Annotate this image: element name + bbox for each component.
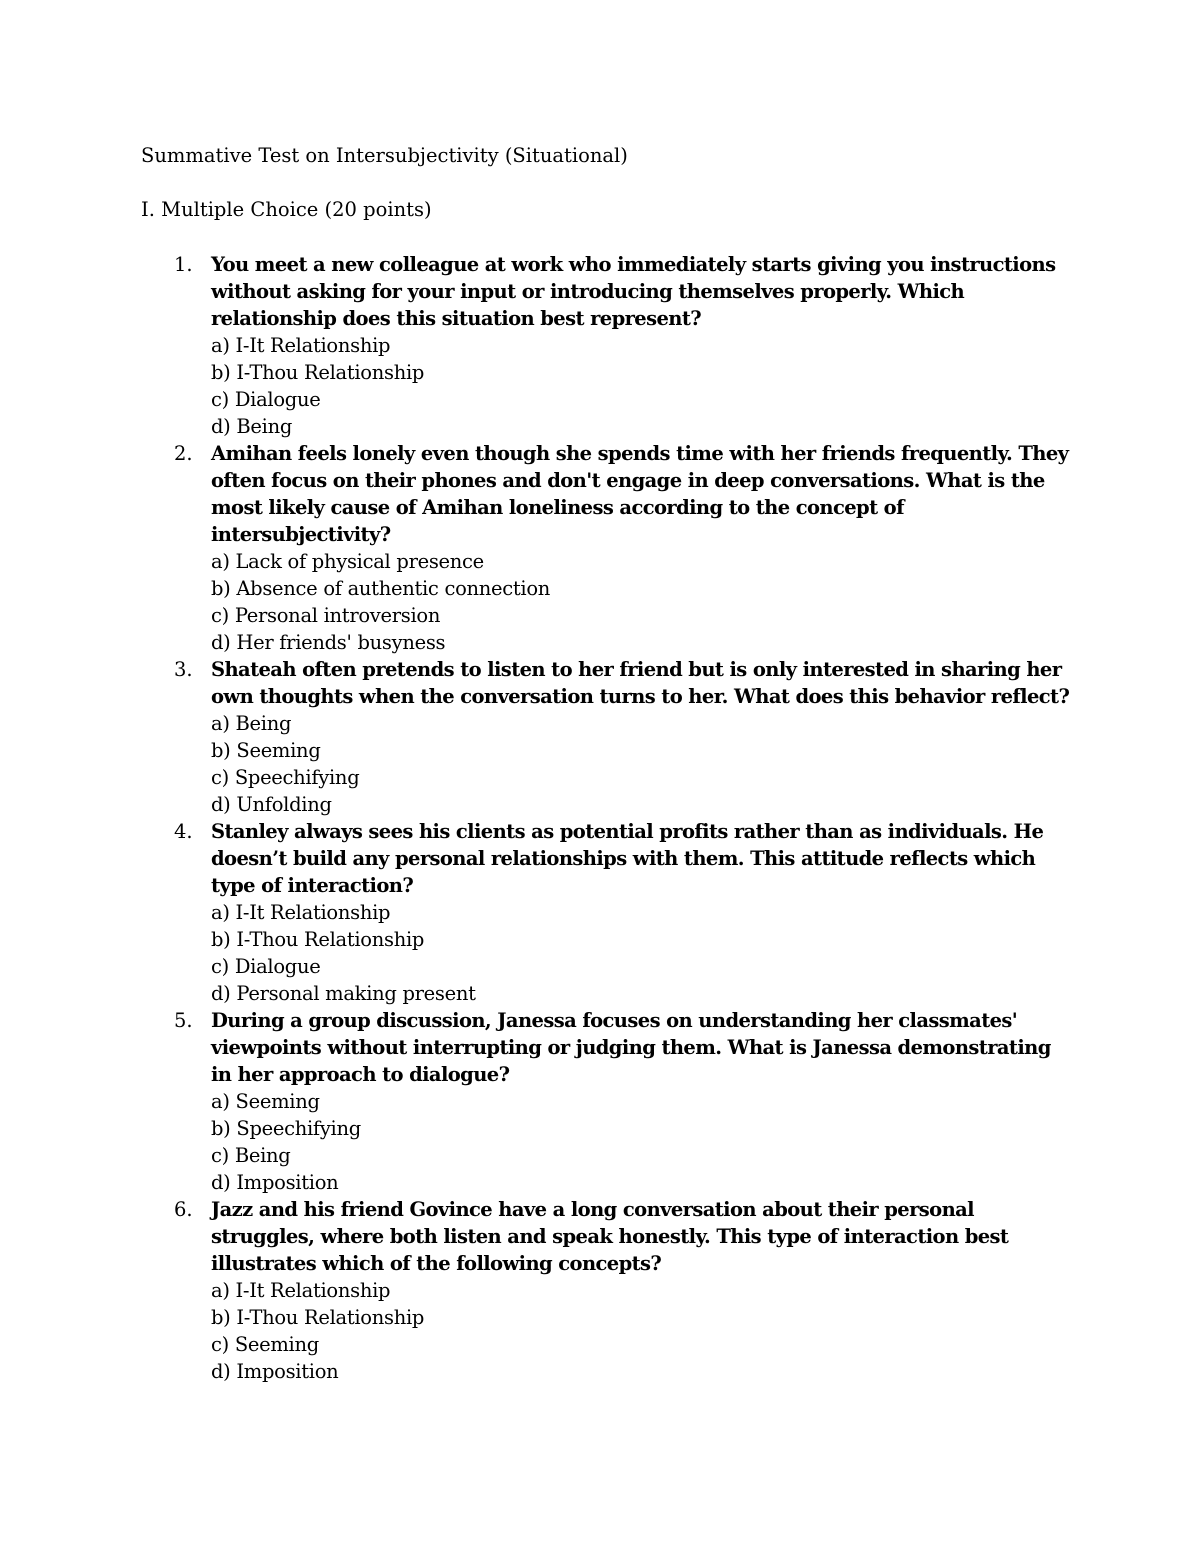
question-text: Shateah often pretends to listen to her friend but is only interested in sharing her own thoughts when the conversation turns to her. What does this behavior reflect?	[211, 658, 1070, 708]
answer-option: d) Unfolding	[211, 793, 332, 816]
answer-option: c) Being	[211, 1144, 291, 1167]
question-item	[0, 440, 1200, 656]
question-text: Amihan feels lonely even though she spends time with her friends frequently. They often focus on their phones and don't engage in deep conversations. What is the most likely cause of Amihan loneliness according to the concept of intersubjectivity?	[211, 442, 1069, 546]
answer-option: d) Her friends' busyness	[211, 631, 446, 654]
answer-option: b) Seeming	[211, 739, 321, 762]
question-number: 4.	[174, 820, 193, 843]
section-heading: I. Multiple Choice (20 points)	[141, 198, 432, 221]
answer-options	[211, 332, 1200, 440]
answer-option: a) I-It Relationship	[211, 1279, 391, 1302]
answer-option: c) Personal introversion	[211, 604, 441, 627]
answer-option: d) Being	[211, 415, 293, 438]
question-text: You meet a new colleague at work who immediately starts giving you instructions without asking for your input or introducing themselves properly. Which relationship does this situation best represent?	[211, 253, 1056, 330]
answer-options	[211, 899, 1200, 1007]
answer-option: d) Imposition	[211, 1171, 339, 1194]
question-text: During a group discussion, Janessa focuses on understanding her classmates' viewpoints without interrupting or judging them. What is Janessa demonstrating in her approach to dialogue?	[211, 1009, 1051, 1086]
question-number: 2.	[174, 442, 193, 465]
answer-options	[211, 1277, 1200, 1385]
question-number: 1.	[174, 253, 193, 276]
document-title: Summative Test on Intersubjectivity (Situational)	[141, 144, 628, 167]
answer-option: c) Speechifying	[211, 766, 360, 789]
question-number: 6.	[174, 1198, 193, 1221]
answer-option: c) Dialogue	[211, 955, 321, 978]
question-number: 5.	[174, 1009, 193, 1032]
question-item	[0, 251, 1200, 440]
answer-option: b) I-Thou Relationship	[211, 361, 425, 384]
question-number: 3.	[174, 658, 193, 681]
answer-option: a) Lack of physical presence	[211, 550, 484, 573]
answer-option: d) Imposition	[211, 1360, 339, 1383]
answer-option: c) Dialogue	[211, 388, 321, 411]
answer-options	[211, 1088, 1200, 1196]
answer-options	[211, 710, 1200, 818]
answer-option: a) I-It Relationship	[211, 334, 391, 357]
answer-option: a) Seeming	[211, 1090, 320, 1113]
answer-options	[211, 548, 1200, 656]
answer-option: b) I-Thou Relationship	[211, 928, 425, 951]
answer-option: c) Seeming	[211, 1333, 319, 1356]
answer-option: b) Absence of authentic connection	[211, 577, 551, 600]
answer-option: d) Personal making present	[211, 982, 476, 1005]
question-item	[0, 656, 1200, 818]
question-text: Stanley always sees his clients as potential profits rather than as individuals. He doesn’t build any personal relationships with them. This attitude reflects which type of interaction?	[211, 820, 1044, 897]
question-item	[0, 818, 1200, 1007]
question-item	[0, 1007, 1200, 1196]
question-text: Jazz and his friend Govince have a long conversation about their personal struggles, where both listen and speak honestly. This type of interaction best illustrates which of the following concepts?	[211, 1198, 1009, 1275]
answer-option: a) I-It Relationship	[211, 901, 391, 924]
answer-option: b) Speechifying	[211, 1117, 361, 1140]
answer-option: b) I-Thou Relationship	[211, 1306, 425, 1329]
answer-option: a) Being	[211, 712, 292, 735]
question-item	[0, 1196, 1200, 1385]
question-list	[0, 251, 1200, 1385]
